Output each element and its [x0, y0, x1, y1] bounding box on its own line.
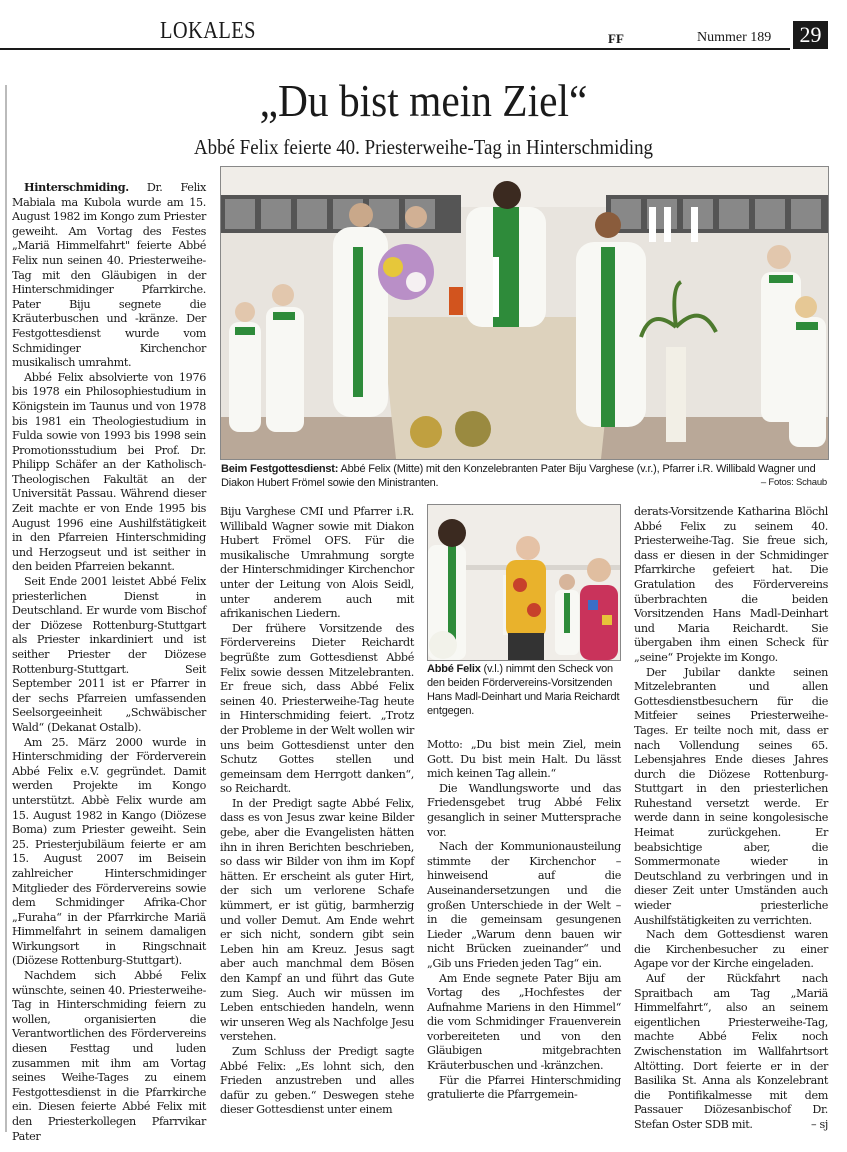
- paragraph: Die Wandlungsworte und das Friedensgebet trug Abbé Felix gesanglich in seiner Muttersprache vor.: [427, 781, 621, 839]
- paragraph: Nachdem sich Abbé Felix wünschte, seinen 40. Priesterweihe-Tag in Hinterschmiding feiern zu wollen, organisierten die Verantwortlichen des Fördervereins diesen Festtag und luden zusammen mit ihm am Vortag seines Weihe-Tages zu einem Festgottesdienst in die Pfarrkirche ein. Diesen feierte Abbé Felix mit den Priesterkollegen Pfarrvikar Pater: [12, 969, 206, 1143]
- church-altar-photo-illustration: [221, 167, 828, 459]
- article-column-1: [12, 180, 206, 1144]
- paragraph: Auf der Rückfahrt nach Spraitbach am Tag „Mariä Himmelfahrt“, also an seinem eigentlichen Priesterweihe-Tag, machte Abbé Felix noch Zwischenstation im Wallfahrtsort Altötting. Dort feierte er in der Basilika St. Anna als Konzelebrant die Pontifikalmesse mit dem Passauer Diözesanbischof Dr. Stefan Oster SDB mit. – sj: [634, 972, 828, 1131]
- paragraph: Der Jubilar dankte seinen Mitzelebranten und allen Gottesdienstbesuchern für die Mitfeier seines Priesterweihe-Tages. Er teilte noch mit, dass er nach Vollendung seines 65. Lebensjahres Ende dieses Jahres durch die Diözese Rottenburg-Stuttgart in den priesterlichen Ruhestand versetzt werde. Er werde dann in seine kongolesische Heimat zurückgehen. Er beabsichtige aber, die Sommermonate wieder in Deutschland zu verbringen und in dieser Zeit unter Umständen auch wieder priesterliche Aushilfstätigkeiten zu verrichten.: [634, 665, 828, 927]
- page-number: 29: [793, 21, 828, 49]
- main-caption-text: Abbé Felix (Mitte) mit den Konzelebranten Pater Biju Varghese (v.r.), Pfarrer i.R. Willibald Wagner und Diakon Hubert Frömel sowie den Ministranten.: [221, 463, 816, 489]
- paragraph: Am 25. März 2000 wurde in Hinterschmiding der Förderverein Abbé Felix e.V. gegründet. Damit werden Projekte im Kongo unterstützt. Abbè Felix wurde am 15. August 1982 in Kango (Diözese Boma) zum Priester geweiht. Sein 25. Priesterjubiläum feierte er am 15. August 2007 im Beisein zahlreicher Hinterschmidinger Mitglieder des Fördervereins sowie dem Schmidinger Afrika-Chor „Furaha“ in der Pfarrkirche Mariä Himmelfahrt in seinem damaligen Wirkungsort in Ringschnait (Diözese Rottenburg-Stuttgart).: [12, 735, 206, 968]
- second-caption-text: (v.l.) nimmt den Scheck von den beiden Fördervereins-Vorsitzenden Hans Madl-Deinhart und Maria Reichardt entgegen.: [427, 663, 620, 717]
- paragraph: Der frühere Vorsitzende des Fördervereins Dieter Reichardt begrüßte zum Gottesdienst Abbé Felix sowie dessen Mitzelebranten. Er freue sich, dass Abbé Felix seinen 40. Priesterweihe-Tag heute in Hinterschmiding feiert. „Trotz der Probleme in der Welt wollen wir uns beim Gottesdienst unter den Schutz Gottes stellen und gemeinsam dem Herrgott danken“, so Reichardt.: [220, 621, 414, 796]
- masthead-rule: [0, 48, 790, 50]
- paragraph: In der Predigt sagte Abbé Felix, dass es von Jesus zwar keine Bilder gebe, aber die Evangelisten hätten ihn in ihren Berichten beschrieben, so dass wir Bilder von ihm im Kopf hätten. Er erscheint als guter Hirt, der sich um verlorene Schafe kümmert, er ist gütig, barmherzig und voller Demut. Am Ende wehrt er sich nicht, sondern gibt sein Leben hin am Kreuz. Jesus sagt aber auch manchmal dem Bösen den Kampf an und führt das Gute zum Sieg. Auch wir müssen im Leben entschieden handeln, wenn wir unseren Weg als Nachfolge Jesu verstehen.: [220, 796, 414, 1044]
- subheadline: Abbé Felix feierte 40. Priesterweihe-Tag in Hinterschmiding: [194, 135, 653, 159]
- paragraph: derats-Vorsitzende Katharina Blöchl Abbé Felix zu seinem 40. Priesterweihe-Tag. Sie freue sich, dass er diesen in der Schmidinger Pfarrkirche gefeiert hat. Die Gratulation des Fördervereins überbrachten die beiden Vorsitzenden Hans Madl-Deinhart und Maria Reichardt. Sie übergaben ihm einen Scheck für „seine“ Projekte im Kongo.: [634, 505, 828, 664]
- check-handover-photo-illustration: [428, 505, 620, 660]
- dateline: Hinterschmiding.: [24, 180, 129, 194]
- paragraph: Nach dem Gottesdienst waren die Kirchenbesucher zu einer Agape vor der Kirche eingeladen.: [634, 928, 828, 971]
- photo-credit: – Fotos: Schaub: [760, 477, 827, 488]
- paragraph: Für die Pfarrei Hinterschmiding gratulierte die Pfarrgemein-: [427, 1073, 621, 1102]
- masthead-section: LOKALES: [160, 18, 256, 44]
- masthead-issue: Nummer 189: [697, 30, 772, 45]
- second-photo: [427, 504, 621, 661]
- second-photo-caption: [427, 662, 622, 718]
- paragraph: Abbé Felix absolvierte von 1976 bis 1978 ein Philosophiestudium in Königstein im Taunus und von 1978 bis 1981 ein Theologiestudium in Fulda sowie von 1993 bis 1998 sein Promotionsstudium bei Prof. Dr. Philipp Schäfer an der Katholisch-Theologischen Fakultät an der Universität Passau. Während dieser Zeit machte er von Ende 1995 bis August 1996 eine Aushilfstätigkeit in den Pfarreien Hinterschmiding und Herzogseut und ist seither in den beiden Pfarreien bekannt.: [12, 370, 206, 574]
- headline: „Du bist mein Ziel“: [259, 75, 588, 126]
- main-photo-caption: [221, 462, 827, 490]
- second-caption-lead: Abbé Felix: [427, 663, 481, 675]
- paragraph: Nach der Kommunionausteilung stimmte der Kirchenchor – hinweisend auf die Auseinandersetzungen und die großen Unterschiede in der Welt – in die gemeinsam gesungenen Lieder „Warum denn bauen wir nicht Brücken zueinander“ und „Gib uns Frieden jeden Tag“ ein.: [427, 840, 621, 970]
- masthead-edition: FF: [608, 31, 624, 46]
- paragraph: Seit Ende 2001 leistet Abbé Felix priesterlichen Dienst in Deutschland. Er wurde vom Bischof der Diözese Rottenburg-Stuttgart als Priester inkardiniert und ist seither Priester der Diözese Rottenburg-Stuttgart. Seit September 2011 ist er Pfarrer in der sechs Pfarreien umfassenden Seelsorgeeinheit „Schwäbischer Wald“ (Dekanat Ostalb).: [12, 575, 206, 734]
- paragraph: Hinterschmiding. Dr. Felix Mabiala ma Kubola wurde am 15. August 1982 im Kongo zum Priester geweiht. Am Vortag des Festes „Mariä Himmelfahrt" feierte Abbé Felix nun seinen 40. Priesterweihe-Tag mit den Gläubigen in der Hinterschmidinger Pfarrkirche. Pater Biju segnete die Kräuterbuschen und -kränze. Der Festgottesdienst wurde vom Schmidinger Kirchenchor musikalisch umrahmt.: [12, 180, 206, 370]
- paragraph: Am Ende segnete Pater Biju am Vortag des „Hochfestes der Aufnahme Mariens in den Himmel“ die vom Schmidinger Frauenverein vorbereiteten und von den Gläubigen mitgebrachten Kräuterbuschen und -kränzchen.: [427, 971, 621, 1073]
- paragraph: Biju Varghese CMI und Pfarrer i.R. Willibald Wagner sowie mit Diakon Hubert Frömel OFS. Für die musikalische Umrahmung sorgte der Hinterschmidinger Kirchenchor unter der Leitung von Alois Seidl, unter anderem auch mit afrikanischen Liedern.: [220, 505, 414, 621]
- author-initials: – sj: [811, 1117, 828, 1131]
- article-column-3: [427, 738, 621, 1103]
- main-caption-lead: Beim Festgottesdienst:: [221, 463, 339, 475]
- main-photo: [220, 166, 829, 460]
- left-margin-rule: [5, 85, 7, 1132]
- article-column-4: [634, 505, 828, 1133]
- article-column-2: [220, 505, 414, 1118]
- paragraph: Zum Schluss der Predigt sagte Abbé Felix: „Es lohnt sich, den Frieden anzustreben und alles dafür zu geben.“ Deswegen stehe dieser Gottesdienst unter einem: [220, 1044, 414, 1117]
- paragraph: Motto: „Du bist mein Ziel, mein Gott. Du bist mein Halt. Du lässt mich keinen Tag allein.“: [427, 738, 621, 781]
